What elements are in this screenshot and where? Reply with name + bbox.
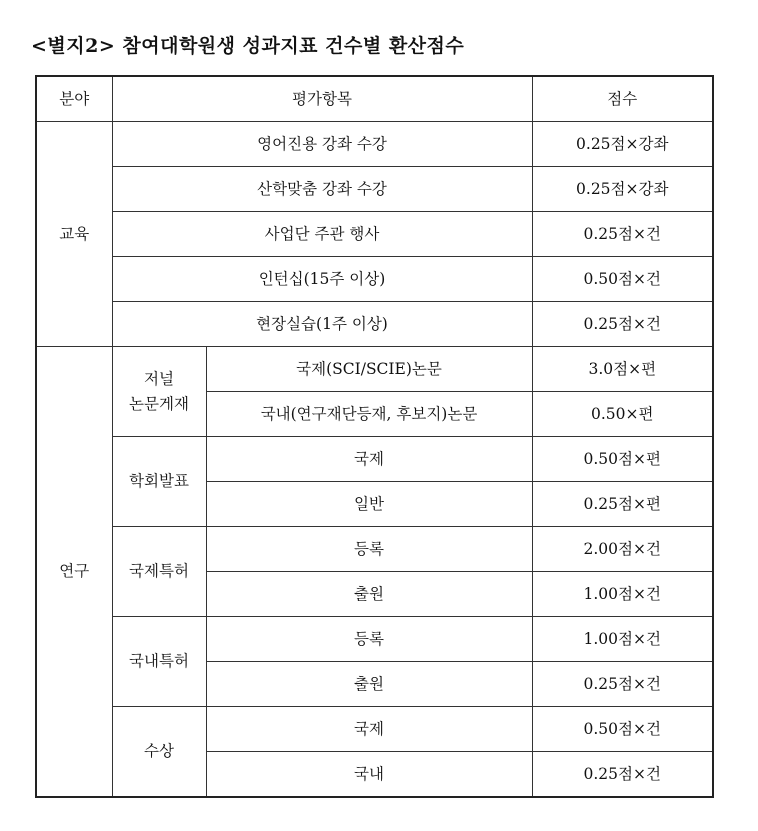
score-cell: 0.50점×편: [532, 437, 713, 482]
header-score: 점수: [532, 76, 713, 122]
category-intl-patent: 국제특허: [112, 527, 206, 617]
score-cell: 1.00점×건: [532, 572, 713, 617]
header-item: 평가항목: [112, 76, 532, 122]
category-award: 수상: [112, 707, 206, 798]
table-row: [36, 257, 713, 302]
category-line: 논문게재: [129, 394, 189, 413]
item-cell: 등록: [206, 527, 532, 572]
score-cell: 0.50×편: [532, 392, 713, 437]
score-cell: 0.25점×강좌: [532, 122, 713, 167]
table-row: [36, 302, 713, 347]
table-row: [36, 212, 713, 257]
score-cell: 3.0점×편: [532, 347, 713, 392]
field-education: 교육: [36, 122, 112, 347]
table-header-row: [36, 76, 713, 122]
item-cell: 사업단 주관 행사: [112, 212, 532, 257]
score-conversion-table: [35, 75, 714, 798]
document-title: <별지2> 참여대학원생 성과지표 건수별 환산점수: [31, 35, 465, 57]
field-research: 연구: [36, 347, 112, 798]
item-cell: 국제: [206, 707, 532, 752]
table-row: [36, 167, 713, 212]
score-cell: 1.00점×건: [532, 617, 713, 662]
score-cell: 0.25점×편: [532, 482, 713, 527]
score-cell: 0.25점×건: [532, 662, 713, 707]
item-cell: 인턴십(15주 이상): [112, 257, 532, 302]
category-journal: [112, 347, 206, 437]
category-line: 저널: [144, 370, 174, 389]
item-cell: 영어진용 강좌 수강: [112, 122, 532, 167]
table-row: [36, 617, 713, 662]
header-field: 분야: [36, 76, 112, 122]
item-cell: 국내: [206, 752, 532, 798]
score-cell: 0.25점×건: [532, 212, 713, 257]
score-cell: 2.00점×건: [532, 527, 713, 572]
item-cell: 현장실습(1주 이상): [112, 302, 532, 347]
item-cell: 국내(연구재단등재, 후보지)논문: [206, 392, 532, 437]
category-domestic-patent: 국내특허: [112, 617, 206, 707]
item-cell: 산학맞춤 강좌 수강: [112, 167, 532, 212]
item-cell: 일반: [206, 482, 532, 527]
table-row: [36, 527, 713, 572]
score-cell: 0.25점×건: [532, 752, 713, 798]
table-row: [36, 347, 713, 392]
item-cell: 출원: [206, 662, 532, 707]
score-cell: 0.25점×강좌: [532, 167, 713, 212]
item-cell: 등록: [206, 617, 532, 662]
score-cell: 0.50점×건: [532, 707, 713, 752]
item-cell: 국제: [206, 437, 532, 482]
table-row: [36, 707, 713, 752]
item-cell: 국제(SCI/SCIE)논문: [206, 347, 532, 392]
item-cell: 출원: [206, 572, 532, 617]
table-row: [36, 122, 713, 167]
category-conference: 학회발표: [112, 437, 206, 527]
table-row: [36, 437, 713, 482]
score-cell: 0.25점×건: [532, 302, 713, 347]
score-cell: 0.50점×건: [532, 257, 713, 302]
